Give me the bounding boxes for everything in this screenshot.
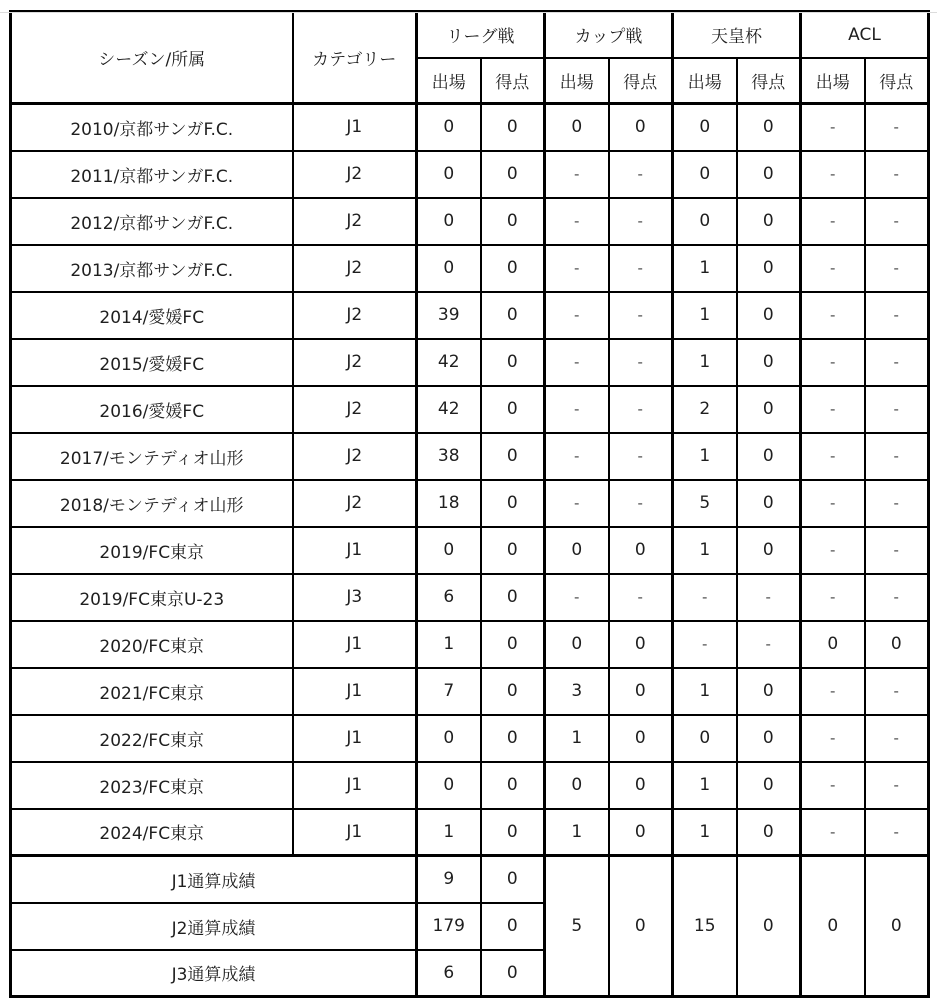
season-cell: 2014/愛媛FC bbox=[11, 292, 293, 339]
table-row bbox=[11, 339, 929, 386]
table-row bbox=[11, 527, 929, 574]
category-cell: J2 bbox=[293, 386, 417, 433]
acl-apps-cell: - bbox=[801, 245, 865, 292]
cup-apps-cell: - bbox=[545, 574, 609, 621]
table-row bbox=[11, 809, 929, 856]
acl-apps-cell: - bbox=[801, 762, 865, 809]
acl-goals-cell: - bbox=[865, 433, 929, 480]
emperors-goals-cell: 0 bbox=[737, 386, 801, 433]
league-apps-cell: 18 bbox=[417, 480, 481, 527]
emperors-goals-cell: 0 bbox=[737, 198, 801, 245]
emperors-apps-cell: 0 bbox=[673, 198, 737, 245]
table-row bbox=[11, 715, 929, 762]
header-emperors-apps: 出場 bbox=[673, 58, 737, 104]
acl-apps-cell: 0 bbox=[801, 621, 865, 668]
emperors-apps-cell: - bbox=[673, 574, 737, 621]
acl-goals-cell: - bbox=[865, 809, 929, 856]
acl-apps-cell: - bbox=[801, 668, 865, 715]
header-group-league: リーグ戦 bbox=[417, 12, 545, 58]
category-cell: J3 bbox=[293, 574, 417, 621]
cup-goals-cell: - bbox=[609, 245, 673, 292]
table-row bbox=[11, 104, 929, 151]
acl-apps-cell: - bbox=[801, 809, 865, 856]
league-apps-cell: 0 bbox=[417, 245, 481, 292]
cup-goals-cell: - bbox=[609, 151, 673, 198]
season-cell: 2016/愛媛FC bbox=[11, 386, 293, 433]
header-acl-apps: 出場 bbox=[801, 58, 865, 104]
emperors-goals-cell: 0 bbox=[737, 151, 801, 198]
league-apps-cell: 7 bbox=[417, 668, 481, 715]
page-top-rule bbox=[0, 12, 937, 13]
header-group-emperors-cup: 天皇杯 bbox=[673, 12, 801, 58]
acl-goals-cell: - bbox=[865, 104, 929, 151]
acl-goals-cell: - bbox=[865, 762, 929, 809]
category-cell: J1 bbox=[293, 715, 417, 762]
header-league-apps: 出場 bbox=[417, 58, 481, 104]
emperors-apps-cell: 1 bbox=[673, 339, 737, 386]
league-goals-cell: 0 bbox=[481, 527, 545, 574]
header-season-club: シーズン/所属 bbox=[11, 12, 293, 104]
cup-apps-cell: 0 bbox=[545, 762, 609, 809]
emperors-apps-cell: 0 bbox=[673, 104, 737, 151]
league-apps-cell: 1 bbox=[417, 621, 481, 668]
league-apps-cell: 0 bbox=[417, 527, 481, 574]
table-row bbox=[11, 245, 929, 292]
acl-apps-cell: - bbox=[801, 104, 865, 151]
cup-goals-cell: - bbox=[609, 386, 673, 433]
header-league-goals: 得点 bbox=[481, 58, 545, 104]
category-cell: J2 bbox=[293, 433, 417, 480]
totals-label-j1: J1通算成績 bbox=[11, 856, 417, 903]
header-cup-apps: 出場 bbox=[545, 58, 609, 104]
category-cell: J2 bbox=[293, 480, 417, 527]
season-cell: 2010/京都サンガF.C. bbox=[11, 104, 293, 151]
season-cell: 2024/FC東京 bbox=[11, 809, 293, 856]
acl-goals-cell: - bbox=[865, 527, 929, 574]
emperors-apps-cell: 2 bbox=[673, 386, 737, 433]
league-apps-cell: 42 bbox=[417, 339, 481, 386]
totals-j1-league-goals: 0 bbox=[481, 856, 545, 903]
acl-apps-cell: - bbox=[801, 715, 865, 762]
table-row bbox=[11, 386, 929, 433]
season-cell: 2018/モンテディオ山形 bbox=[11, 480, 293, 527]
totals-cup-goals: 0 bbox=[609, 856, 673, 997]
emperors-goals-cell: 0 bbox=[737, 433, 801, 480]
totals-j2-league-goals: 0 bbox=[481, 903, 545, 950]
emperors-goals-cell: 0 bbox=[737, 668, 801, 715]
league-goals-cell: 0 bbox=[481, 151, 545, 198]
cup-goals-cell: - bbox=[609, 574, 673, 621]
league-apps-cell: 0 bbox=[417, 104, 481, 151]
header-group-acl: ACL bbox=[801, 12, 929, 58]
category-cell: J2 bbox=[293, 292, 417, 339]
emperors-apps-cell: 1 bbox=[673, 762, 737, 809]
season-cell: 2019/FC東京 bbox=[11, 527, 293, 574]
season-cell: 2021/FC東京 bbox=[11, 668, 293, 715]
category-cell: J1 bbox=[293, 527, 417, 574]
totals-j2-league-apps: 179 bbox=[417, 903, 481, 950]
emperors-goals-cell: 0 bbox=[737, 245, 801, 292]
career-stats-table bbox=[9, 10, 930, 998]
season-cell: 2017/モンテディオ山形 bbox=[11, 433, 293, 480]
table-row bbox=[11, 621, 929, 668]
acl-goals-cell: - bbox=[865, 574, 929, 621]
cup-goals-cell: - bbox=[609, 292, 673, 339]
league-apps-cell: 38 bbox=[417, 433, 481, 480]
totals-j3-league-goals: 0 bbox=[481, 950, 545, 997]
table-row bbox=[11, 574, 929, 621]
category-cell: J2 bbox=[293, 339, 417, 386]
category-cell: J1 bbox=[293, 809, 417, 856]
league-goals-cell: 0 bbox=[481, 715, 545, 762]
totals-emperors-goals: 0 bbox=[737, 856, 801, 997]
cup-goals-cell: 0 bbox=[609, 527, 673, 574]
league-apps-cell: 0 bbox=[417, 715, 481, 762]
league-goals-cell: 0 bbox=[481, 292, 545, 339]
league-apps-cell: 0 bbox=[417, 151, 481, 198]
cup-apps-cell: 0 bbox=[545, 104, 609, 151]
season-cell: 2020/FC東京 bbox=[11, 621, 293, 668]
emperors-goals-cell: - bbox=[737, 621, 801, 668]
category-cell: J1 bbox=[293, 621, 417, 668]
emperors-goals-cell: 0 bbox=[737, 527, 801, 574]
emperors-apps-cell: 1 bbox=[673, 433, 737, 480]
league-goals-cell: 0 bbox=[481, 433, 545, 480]
cup-apps-cell: - bbox=[545, 151, 609, 198]
acl-goals-cell: - bbox=[865, 668, 929, 715]
cup-apps-cell: - bbox=[545, 292, 609, 339]
league-goals-cell: 0 bbox=[481, 386, 545, 433]
emperors-apps-cell: 1 bbox=[673, 292, 737, 339]
totals-label-j3: J3通算成績 bbox=[11, 950, 417, 997]
cup-goals-cell: - bbox=[609, 339, 673, 386]
emperors-goals-cell: 0 bbox=[737, 104, 801, 151]
cup-goals-cell: 0 bbox=[609, 668, 673, 715]
emperors-apps-cell: 1 bbox=[673, 668, 737, 715]
emperors-goals-cell: 0 bbox=[737, 762, 801, 809]
emperors-apps-cell: 1 bbox=[673, 245, 737, 292]
cup-goals-cell: - bbox=[609, 480, 673, 527]
totals-row-j1 bbox=[11, 856, 929, 903]
league-goals-cell: 0 bbox=[481, 480, 545, 527]
season-cell: 2022/FC東京 bbox=[11, 715, 293, 762]
cup-goals-cell: 0 bbox=[609, 809, 673, 856]
season-cell: 2015/愛媛FC bbox=[11, 339, 293, 386]
header-group-cup: カップ戦 bbox=[545, 12, 673, 58]
emperors-goals-cell: 0 bbox=[737, 292, 801, 339]
emperors-apps-cell: 5 bbox=[673, 480, 737, 527]
cup-goals-cell: 0 bbox=[609, 104, 673, 151]
cup-apps-cell: 0 bbox=[545, 621, 609, 668]
category-cell: J1 bbox=[293, 762, 417, 809]
cup-goals-cell: - bbox=[609, 433, 673, 480]
acl-apps-cell: - bbox=[801, 386, 865, 433]
season-cell: 2019/FC東京U-23 bbox=[11, 574, 293, 621]
totals-emperors-apps: 15 bbox=[673, 856, 737, 997]
acl-apps-cell: - bbox=[801, 292, 865, 339]
acl-apps-cell: - bbox=[801, 339, 865, 386]
emperors-apps-cell: - bbox=[673, 621, 737, 668]
cup-apps-cell: 0 bbox=[545, 527, 609, 574]
header-cup-goals: 得点 bbox=[609, 58, 673, 104]
league-goals-cell: 0 bbox=[481, 198, 545, 245]
cup-apps-cell: - bbox=[545, 433, 609, 480]
emperors-apps-cell: 0 bbox=[673, 715, 737, 762]
acl-apps-cell: - bbox=[801, 574, 865, 621]
emperors-apps-cell: 1 bbox=[673, 809, 737, 856]
table-row bbox=[11, 480, 929, 527]
table-row bbox=[11, 433, 929, 480]
table-header bbox=[11, 12, 929, 104]
cup-goals-cell: 0 bbox=[609, 762, 673, 809]
emperors-goals-cell: 0 bbox=[737, 339, 801, 386]
table-footer bbox=[11, 856, 929, 997]
acl-goals-cell: - bbox=[865, 151, 929, 198]
emperors-goals-cell: 0 bbox=[737, 809, 801, 856]
league-apps-cell: 6 bbox=[417, 574, 481, 621]
acl-apps-cell: - bbox=[801, 151, 865, 198]
emperors-goals-cell: 0 bbox=[737, 480, 801, 527]
category-cell: J2 bbox=[293, 151, 417, 198]
table-row bbox=[11, 151, 929, 198]
season-cell: 2013/京都サンガF.C. bbox=[11, 245, 293, 292]
emperors-goals-cell: 0 bbox=[737, 715, 801, 762]
category-cell: J1 bbox=[293, 668, 417, 715]
cup-apps-cell: - bbox=[545, 386, 609, 433]
totals-acl-goals: 0 bbox=[865, 856, 929, 997]
cup-apps-cell: - bbox=[545, 198, 609, 245]
table-row bbox=[11, 668, 929, 715]
cup-apps-cell: - bbox=[545, 245, 609, 292]
totals-label-j2: J2通算成績 bbox=[11, 903, 417, 950]
cup-goals-cell: - bbox=[609, 198, 673, 245]
acl-goals-cell: - bbox=[865, 480, 929, 527]
totals-acl-apps: 0 bbox=[801, 856, 865, 997]
league-apps-cell: 39 bbox=[417, 292, 481, 339]
league-goals-cell: 0 bbox=[481, 762, 545, 809]
league-goals-cell: 0 bbox=[481, 621, 545, 668]
table-row bbox=[11, 198, 929, 245]
acl-apps-cell: - bbox=[801, 527, 865, 574]
league-goals-cell: 0 bbox=[481, 339, 545, 386]
acl-goals-cell: - bbox=[865, 386, 929, 433]
category-cell: J2 bbox=[293, 198, 417, 245]
acl-goals-cell: 0 bbox=[865, 621, 929, 668]
totals-j3-league-apps: 6 bbox=[417, 950, 481, 997]
acl-goals-cell: - bbox=[865, 245, 929, 292]
cup-goals-cell: 0 bbox=[609, 621, 673, 668]
acl-goals-cell: - bbox=[865, 715, 929, 762]
totals-j1-league-apps: 9 bbox=[417, 856, 481, 903]
header-acl-goals: 得点 bbox=[865, 58, 929, 104]
acl-goals-cell: - bbox=[865, 198, 929, 245]
emperors-apps-cell: 0 bbox=[673, 151, 737, 198]
league-goals-cell: 0 bbox=[481, 245, 545, 292]
league-apps-cell: 0 bbox=[417, 762, 481, 809]
league-goals-cell: 0 bbox=[481, 809, 545, 856]
season-cell: 2011/京都サンガF.C. bbox=[11, 151, 293, 198]
header-emperors-goals: 得点 bbox=[737, 58, 801, 104]
league-goals-cell: 0 bbox=[481, 668, 545, 715]
category-cell: J2 bbox=[293, 245, 417, 292]
header-category: カテゴリー bbox=[293, 12, 417, 104]
cup-apps-cell: 1 bbox=[545, 809, 609, 856]
emperors-apps-cell: 1 bbox=[673, 527, 737, 574]
cup-apps-cell: 1 bbox=[545, 715, 609, 762]
table-body bbox=[11, 104, 929, 856]
acl-goals-cell: - bbox=[865, 339, 929, 386]
league-apps-cell: 0 bbox=[417, 198, 481, 245]
league-apps-cell: 42 bbox=[417, 386, 481, 433]
cup-apps-cell: - bbox=[545, 339, 609, 386]
acl-apps-cell: - bbox=[801, 480, 865, 527]
cup-apps-cell: - bbox=[545, 480, 609, 527]
acl-apps-cell: - bbox=[801, 198, 865, 245]
season-cell: 2023/FC東京 bbox=[11, 762, 293, 809]
league-goals-cell: 0 bbox=[481, 104, 545, 151]
cup-goals-cell: 0 bbox=[609, 715, 673, 762]
totals-cup-apps: 5 bbox=[545, 856, 609, 997]
league-goals-cell: 0 bbox=[481, 574, 545, 621]
emperors-goals-cell: - bbox=[737, 574, 801, 621]
table-row bbox=[11, 292, 929, 339]
header-group-row bbox=[11, 12, 929, 58]
acl-goals-cell: - bbox=[865, 292, 929, 339]
season-cell: 2012/京都サンガF.C. bbox=[11, 198, 293, 245]
category-cell: J1 bbox=[293, 104, 417, 151]
table-row bbox=[11, 762, 929, 809]
cup-apps-cell: 3 bbox=[545, 668, 609, 715]
acl-apps-cell: - bbox=[801, 433, 865, 480]
league-apps-cell: 1 bbox=[417, 809, 481, 856]
